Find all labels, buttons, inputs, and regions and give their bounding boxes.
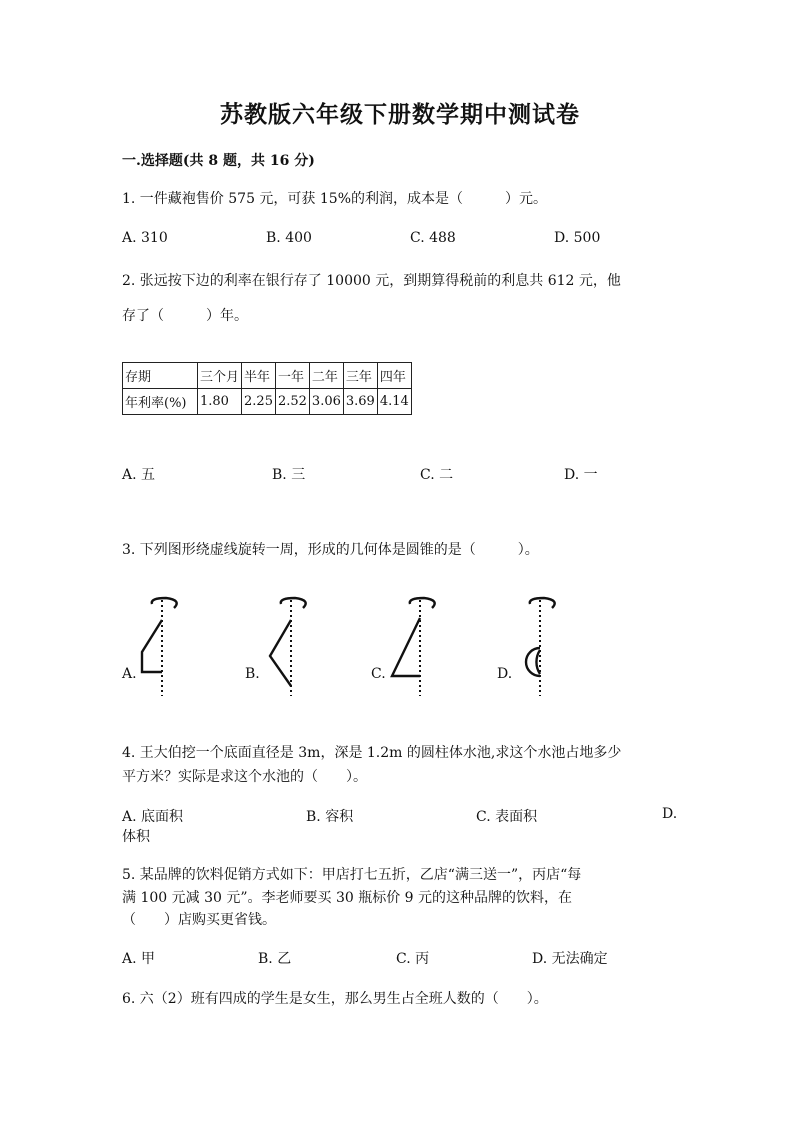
table-cell: 三年 xyxy=(343,363,377,389)
question-3-option-d: D. xyxy=(497,666,513,682)
figure-d-semicircle-with-axis xyxy=(526,598,555,696)
table-cell: 3.69 xyxy=(343,389,377,415)
figure-b-triangle-with-axis xyxy=(270,598,306,696)
question-1-option-a: A. 310 xyxy=(122,230,168,246)
question-4-option-c: C. 表面积 xyxy=(476,809,538,825)
question-5-stem-line-2: 满 100 元减 30 元”。李老师要买 30 瓶标价 9 元的这种品牌的饮料，在 xyxy=(122,890,573,906)
figure-a-trapezoid-with-axis xyxy=(142,598,177,696)
question-2-option-a: A. 五 xyxy=(122,467,156,483)
table-cell: 半年 xyxy=(242,363,276,389)
table-cell: 四年 xyxy=(377,363,411,389)
question-4-option-d: D. xyxy=(662,806,678,822)
question-3-option-b: B. xyxy=(245,666,260,682)
table-row xyxy=(123,389,412,415)
question-5-option-d: D. 无法确定 xyxy=(532,951,608,967)
question-5-option-a: A. 甲 xyxy=(122,951,156,967)
table-cell: 二年 xyxy=(309,363,343,389)
table-header-row xyxy=(123,363,412,389)
interest-rate-table xyxy=(122,362,412,415)
table-cell: 1.80 xyxy=(198,389,242,415)
question-1-option-c: C. 488 xyxy=(410,230,456,246)
question-6-stem: 6. 六（2）班有四成的学生是女生，那么男生占全班人数的（ ）。 xyxy=(122,991,548,1007)
table-cell: 3.06 xyxy=(309,389,343,415)
question-3-option-c: C. xyxy=(371,666,386,682)
question-4-stem-line-1: 4. 王大伯挖一个底面直径是 3m，深是 1.2m 的圆柱体水池,求这个水池占地多少 xyxy=(122,745,622,761)
question-5-stem-line-3: （ ）店购买更省钱。 xyxy=(122,912,276,928)
question-5-option-c: C. 丙 xyxy=(396,951,430,967)
question-5-option-b: B. 乙 xyxy=(258,951,292,967)
table-cell: 年利率(%) xyxy=(123,389,198,415)
question-4-option-d-wrap: 体积 xyxy=(122,829,150,845)
question-3-option-a: A. xyxy=(122,666,137,682)
question-2-option-b: B. 三 xyxy=(272,467,306,483)
section-heading: 一.选择题(共 8 题，共 16 分) xyxy=(122,153,315,169)
question-4-option-b: B. 容积 xyxy=(306,809,354,825)
figure-c-right-triangle-with-axis xyxy=(392,598,435,696)
question-2-stem-line-1: 2. 张远按下边的利率在银行存了 10000 元，到期算得税前的利息共 612 元，他 xyxy=(122,273,621,289)
question-4-option-a: A. 底面积 xyxy=(122,809,184,825)
question-1-stem: 1. 一件藏袍售价 575 元，可获 15%的利润，成本是（ ）元。 xyxy=(122,191,547,207)
table-cell: 三个月 xyxy=(198,363,242,389)
rotation-figures xyxy=(0,590,800,702)
question-3-stem: 3. 下列图形绕虚线旋转一周，形成的几何体是圆锥的是（ ）。 xyxy=(122,542,539,558)
page-title: 苏教版六年级下册数学期中测试卷 xyxy=(220,101,580,128)
table-cell: 4.14 xyxy=(377,389,411,415)
question-1-option-d: D. 500 xyxy=(554,230,601,246)
question-2-stem-line-2: 存了（ ）年。 xyxy=(122,308,248,324)
table-cell: 存期 xyxy=(123,363,198,389)
table-cell: 2.52 xyxy=(275,389,309,415)
question-2-option-c: C. 二 xyxy=(420,467,454,483)
table-cell: 一年 xyxy=(275,363,309,389)
question-4-stem-line-2: 平方米？实际是求这个水池的（ ）。 xyxy=(122,769,367,785)
question-2-option-d: D. 一 xyxy=(564,467,598,483)
question-5-stem-line-1: 5. 某品牌的饮料促销方式如下：甲店打七五折，乙店“满三送一”，丙店“每 xyxy=(122,867,582,883)
question-1-option-b: B. 400 xyxy=(266,230,312,246)
table-cell: 2.25 xyxy=(242,389,276,415)
